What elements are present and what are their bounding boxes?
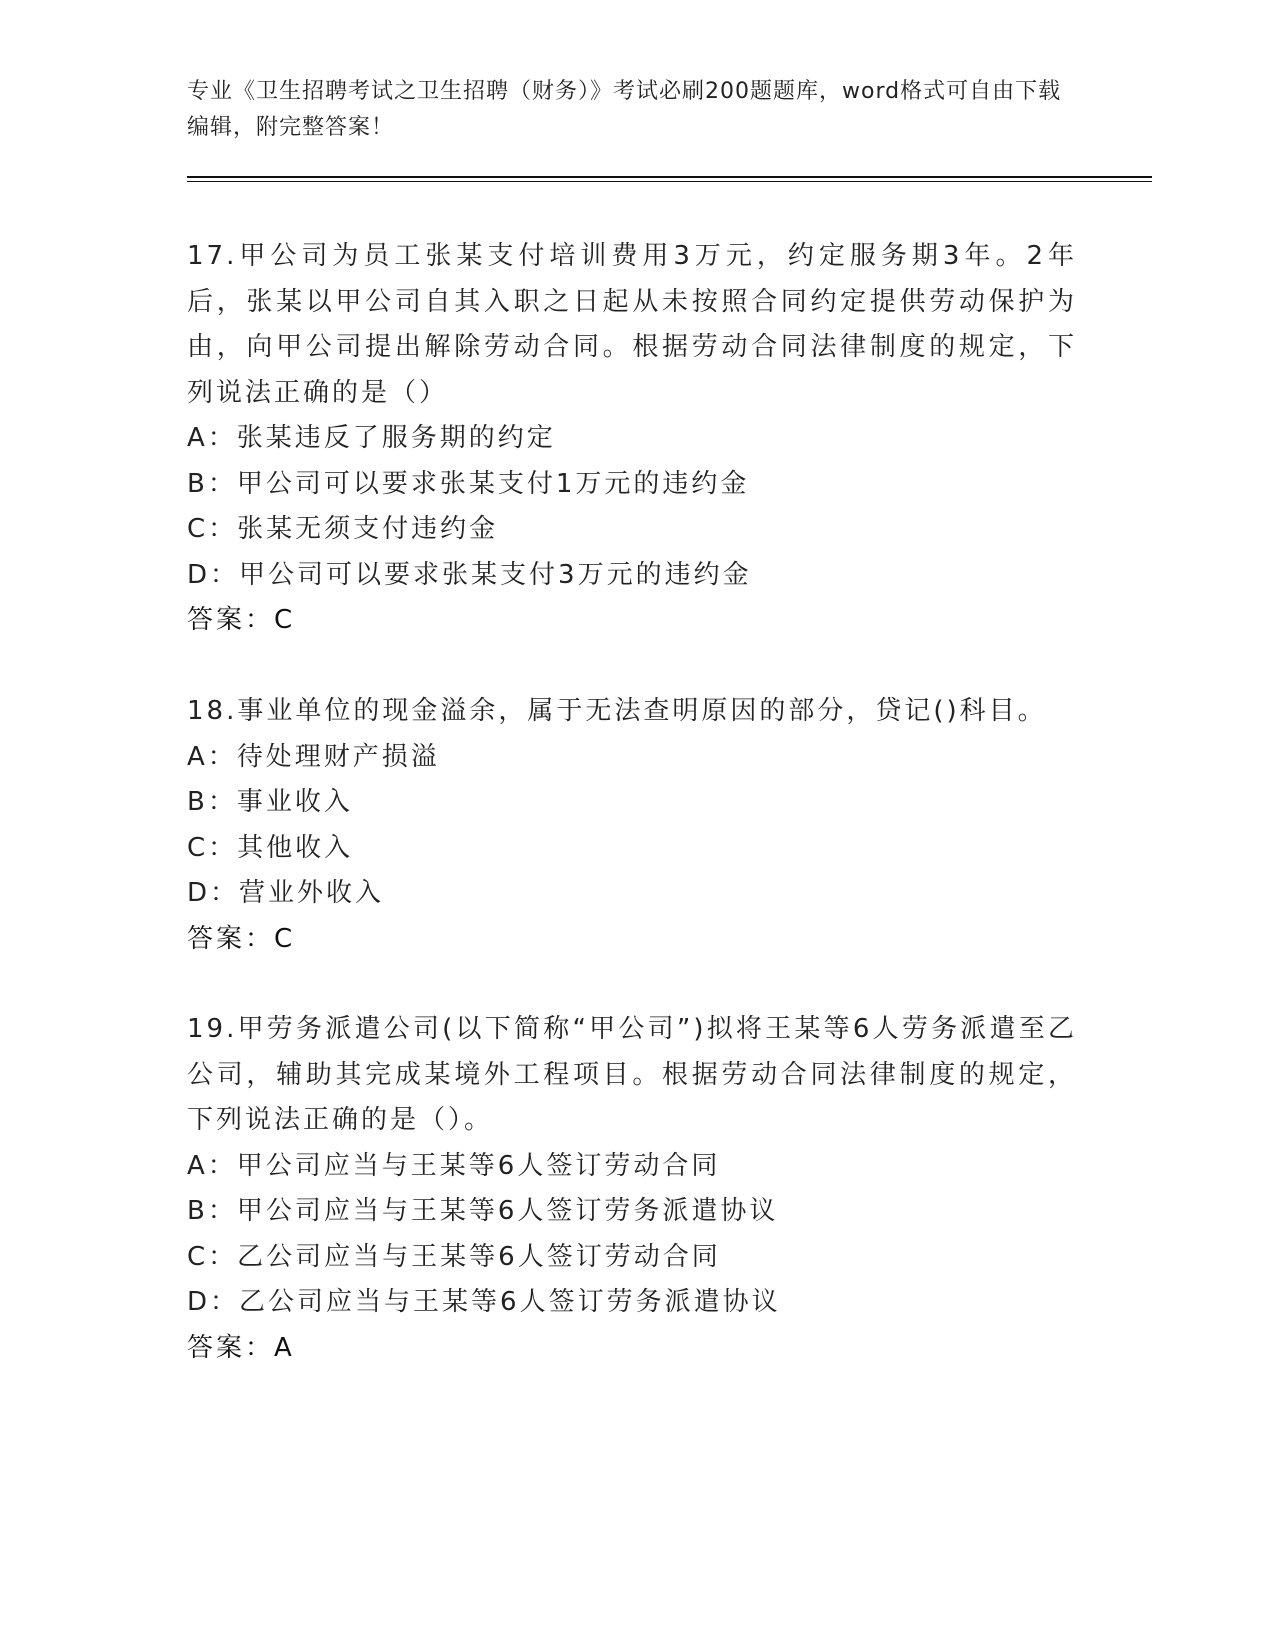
option-a: A：待处理财产损溢	[187, 741, 440, 772]
question-stem: 19.甲劳务派遣公司(以下简称“甲公司”)拟将王某等6人劳务派遣至乙公司，辅助其完成某境外工程项目。根据劳动合同法律制度的规定，下列说法正确的是（）。	[187, 1014, 1077, 1135]
question-stem: 18.事业单位的现金溢余，属于无法查明原因的部分，贷记()科目。	[187, 696, 1047, 726]
question-18	[187, 689, 1087, 962]
option-b: B：甲公司应当与王某等6人签订劳务派遣协议	[187, 1196, 779, 1226]
option-c: C：乙公司应当与王某等6人签订劳动合同	[187, 1241, 721, 1272]
answer-line: 答案：A	[187, 1332, 295, 1363]
option-a: A：张某违反了服务期的约定	[187, 423, 556, 453]
option-b: B：甲公司可以要求张某支付1万元的违约金	[187, 468, 750, 499]
answer-line: 答案：C	[187, 605, 296, 635]
question-17	[187, 234, 1087, 644]
option-a: A：甲公司应当与王某等6人签订劳动合同	[187, 1150, 721, 1181]
option-c: C：其他收入	[187, 832, 354, 863]
option-d: D：乙公司应当与王某等6人签订劳务派遣协议	[187, 1287, 781, 1317]
question-19	[187, 1007, 1087, 1371]
header-divider-thick	[187, 176, 1152, 178]
option-d: D：营业外收入	[187, 878, 385, 908]
answer-line: 答案：C	[187, 923, 296, 954]
header-divider-thin	[187, 181, 1152, 182]
option-c: C：张某无须支付违约金	[187, 514, 499, 544]
question-stem: 17.甲公司为员工张某支付培训费用3万元，约定服务期3年。2年后，张某以甲公司自其入职之日起从未按照合同约定提供劳动保护为由，向甲公司提出解除劳动合同。根据劳动合同法律制度的规定，下列说法正确的是（）	[187, 241, 1077, 408]
option-d: D：甲公司可以要求张某支付3万元的违约金	[187, 559, 752, 590]
document-header-title: 专业《卫生招聘考试之卫生招聘（财务）》考试必刷200题题库，word格式可自由下载编辑，附完整答案！	[187, 79, 1062, 140]
option-b: B：事业收入	[187, 787, 353, 817]
